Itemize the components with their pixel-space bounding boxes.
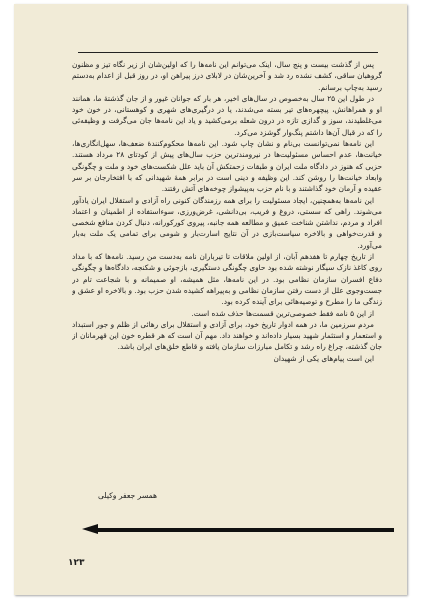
paragraph-3: این نامه‌ها نمی‌توانست بی‌نام و نشان چاپ شود. این نامه‌ها محکوم‌کنندهٔ ضعف‌ها، سهل‌انگاری‌ها، خیانت‌ها، عدم احساس مسئولیت‌ها در نیرومندترین حزب سال‌های پیش از کودتای ۲۸ مرداد هستند. حزبی که هنوز در دادگاه ملت ایران و طبقات زحمتکش آن باید علل شکست‌های خود و ملت و چگونگی وابعاد خیانت‌ها را روشن کند. این وظیفه و دینی است در برابر همهٔ شهیدانی که با افتخارجان بر سر عقیده و آرمان خود گذاشتند و با نام حزب به‌پیشواز چوخه‌های آتش رفتند. [72, 139, 382, 194]
arrow-line [96, 528, 394, 532]
paragraph-2: در طول این ۲۵ سال به‌خصوص در سال‌های اخیر، هر بار که جوانان غیور و از جان گذشتهٔ ما، همانند او و همراهانش، پیچهره‌های تیر بسته می‌شدند، یا در درگیری‌های شهری و کوهستانی، در خون خود می‌غلطیدند، سوز و گدازی تازه در درون شعله برمی‌کشید و یاد این نامه‌ها جان می‌گرفت و وظیفه‌ئی را که در قبال آن‌ها داشتم پنگ‌وار گوشزد می‌کرد. [72, 93, 382, 137]
paragraph-1: پس از گذشت بیست و پنج سال، اینک می‌توانم این نامه‌ها را که اولین‌شان از زیر نگاه تیز و مظنون گروهبان ساقی، کشف نشده رد شد و آخرین‌شان در لابلای درز پیراهن او، در روز قبل از اعدام به‌دستم رسید به‌چاپ برسانم. [72, 60, 382, 92]
left-arrow-icon [82, 524, 396, 536]
paragraph-8: این است پیام‌های یکی از شهیدان [273, 353, 374, 363]
top-rule [78, 52, 378, 53]
page-number: ۱۲۳ [68, 558, 85, 568]
paragraph-4: این نامه‌ها به‌همچنین، ایجاد مسئولیت را برای همه رزمندگان کنونی راه آزادی و استقلال ایران یادآور می‌شوند. راهی که سستی، دروغ و فریب، بی‌دانشی، غرض‌ورزی، سوءاستفاده از اطمینان و اعتماد افراد و مردم، نداشتن شناخت عمیق و مطالعه همه جانبه، پیروی کورکورانه، دنبال کردن منافع شخصی و قدرت‌خواهی و بالاخره سیاست‌بازی در آن نتایج اسارت‌بار و شومی برای تمامی یک ملت به‌بار می‌آورد. [72, 195, 382, 250]
paragraph-5: از تاریخ چهارم تا هفدهم آبان، از اولین ملاقات تا تیرباران نامه به‌دست من رسید. نامه‌ها که با مداد روی کاغذ نازک سیگار نوشته شده بود حاوی چگونگی دستگیری، بازجوئی و شکنجه، دادگاه‌ها و چگونگی دفاع افسران سازمان نظامی بود. در این نامه‌ها، مثل همیشه، او صمیمانه و با شجاعت تام در جست‌وجوی علل از دست رفتن سازمان نظامی و به‌پیراهه کشیده شدن حزب بود. و بالاخره او عشق و زندگی ما را مطرح و توصیه‌هائی برای آینده کرده بود. [72, 252, 382, 307]
signature: همسر جعفر وکیلی [98, 491, 157, 500]
paragraph-7: مردم سرزمین ما، در همه ادوار تاریخ خود، برای آزادی و استقلال برای رهائی از ظلم و جور استبداد و استعمار و استثمار شهید بسیار داده‌اند و خواهند داد. مهم آن است که هر قطره خون این قهرمانان از جان گذشته، چراغ راه رشد و تکامل مبارزات سازمان یافته و قاطع خلق‌های ایران باشد. [72, 319, 382, 352]
body-text [72, 59, 382, 479]
book-page [14, 4, 407, 595]
paragraph-6: از این ۵ نامه فقط خصوصی‌ترین قسمت‌ها حذف شده است. [191, 308, 374, 318]
